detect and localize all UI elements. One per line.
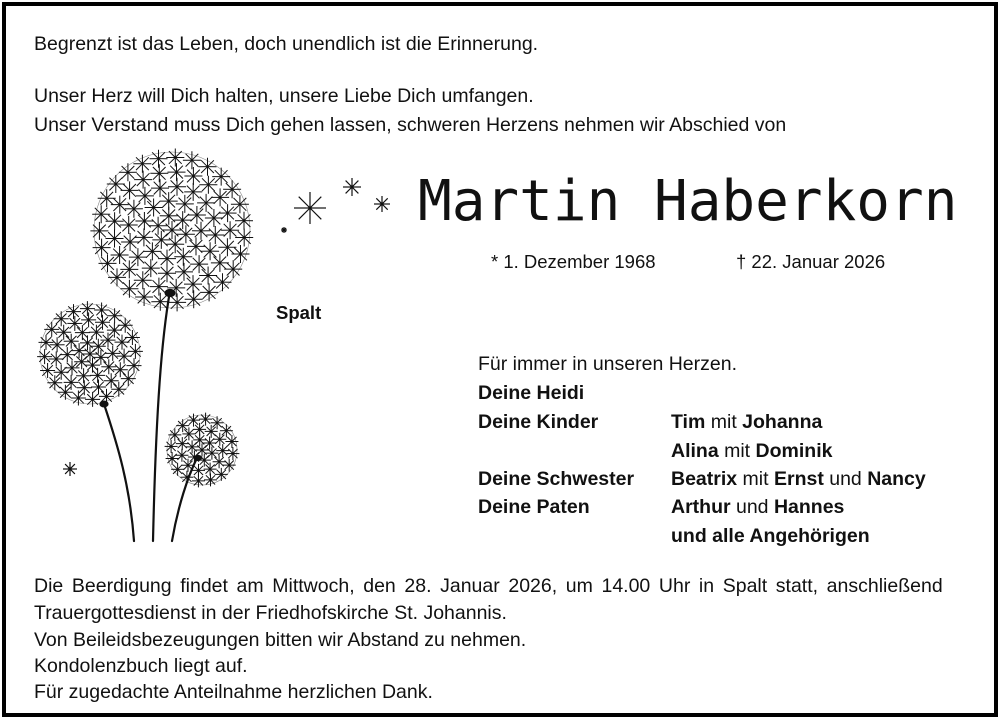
mourner-name: Alina [671,440,719,462]
mourner-name: Johanna [742,411,823,433]
seed-pod [100,401,108,407]
obituary-card [2,2,998,717]
intro-line: Unser Verstand muss Dich gehen lassen, schweren Herzens nehmen wir Abschied von [34,114,787,136]
funeral-info: Von Beileidsbezeugungen bitten wir Abstand zu nehmen. [34,629,527,651]
funeral-info: Für zugedachte Anteilnahme herzlichen Dank. [34,681,433,703]
intro-line: Unser Herz will Dich halten, unsere Liebe Dich umfangen. [34,85,534,107]
mourner-name: Beatrix [671,468,738,490]
death-date: † 22. Januar 2026 [736,251,886,272]
mourner-label: Deine Kinder [478,411,599,433]
funeral-info: Die Beerdigung findet am Mittwoch, den 28. Januar 2026, um 14.00 Uhr in Spalt statt, anschließend [34,575,943,597]
mourner-label: Deine Schwester [478,468,635,490]
name-joiner: und [730,496,774,518]
mourner-names [671,465,926,494]
dandelion-stem-medium [104,404,134,541]
sparkle-icon [63,462,77,476]
sparkle-icon [374,196,390,212]
place-name: Spalt [276,302,322,323]
mourner-names [671,522,870,551]
birth-date: * 1. Dezember 1968 [491,251,656,272]
sparkle-icon [281,227,287,233]
name-joiner: mit [718,440,756,462]
dandelion-head-small [165,413,240,488]
mourner-label: Deine Heidi [478,382,585,404]
mourner-names [671,408,822,437]
name-joiner: und [823,468,868,490]
seed-pod [194,455,201,460]
intro-quote: Begrenzt ist das Leben, doch unendlich ist die Erinnerung. [34,33,539,55]
mourner-name: Arthur [671,496,731,518]
mourner-name: Dominik [755,440,833,462]
mourner-label: Deine Paten [478,496,590,518]
mourner-name: und alle Angehörigen [671,525,870,547]
name-joiner: mit [705,411,743,433]
forever-line: Für immer in unseren Herzen. [478,353,738,375]
dandelion-stem-large [153,291,170,541]
deceased-name: Martin Haberkorn [418,169,958,234]
funeral-info: Kondolenzbuch liegt auf. [34,655,248,677]
name-joiner: mit [737,468,774,490]
sparkle-icon [294,192,326,224]
mourner-name: Hannes [773,496,845,518]
dandelion-head-large [90,149,253,312]
seed-pod [165,289,175,296]
mourner-name: Nancy [867,468,926,490]
sparkle-icon [343,178,361,196]
funeral-info: Trauergottesdienst in der Friedhofskirche St. Johannis. [34,602,507,624]
mourner-name: Tim [671,411,706,433]
mourner-names [671,437,832,466]
mourner-name: Ernst [773,468,824,490]
dandelion-head-medium [37,301,143,407]
mourner-names [671,493,844,522]
